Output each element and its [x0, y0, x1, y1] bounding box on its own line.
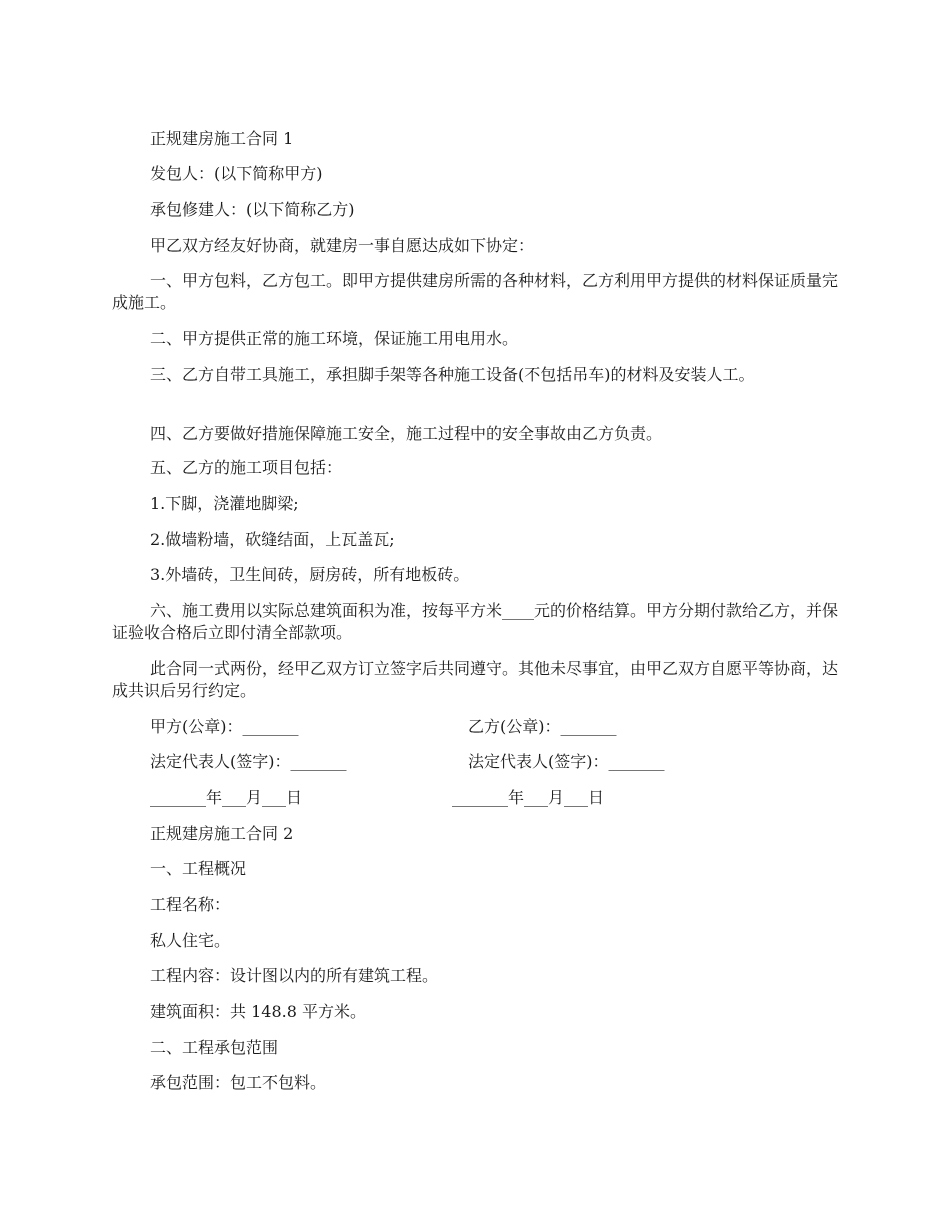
project-content: 工程内容：设计图以内的所有建筑工程。: [150, 966, 439, 985]
clause-1: 一、甲方包料，乙方包工。即甲方提供建房所需的各种材料，乙方利用甲方提供的材料保证质量完成施工。: [112, 271, 839, 312]
clause-2: 二、甲方提供正常的施工环境，保证施工用电用水。: [150, 329, 519, 348]
work-item-3: 3.外墙砖，卫生间砖，厨房砖，所有地板砖。: [150, 565, 470, 584]
contract1-title: 正规建房施工合同 1: [150, 129, 294, 148]
employer-line: 发包人：(以下简称甲方): [150, 164, 323, 183]
party-a-date: _______年___月___日: [150, 788, 303, 807]
work-item-2: 2.做墙粉墙，砍缝结面，上瓦盖瓦;: [150, 530, 395, 549]
building-area: 建筑面积：共 148.8 平方米。: [150, 1002, 366, 1021]
project-name-label: 工程名称：: [150, 895, 231, 914]
party-a-representative: 法定代表人(签字)：_______: [150, 752, 347, 771]
clause-5: 五、乙方的施工项目包括：: [150, 458, 343, 477]
signature-row-representative: [150, 751, 840, 773]
party-b-date: _______年___月___日: [452, 788, 605, 807]
contract2-title: 正规建房施工合同 2: [150, 824, 294, 843]
clause-6: 六、施工费用以实际总建筑面积为准，按每平方米____元的价格结算。甲方分期付款给乙方，并保证验收合格后立即付清全部款项。: [112, 601, 839, 642]
signature-row-date: [150, 787, 840, 809]
party-b-representative: 法定代表人(签字)：_______: [468, 752, 665, 771]
party-a-seal: 甲方(公章)：_______: [150, 717, 299, 736]
project-name-value: 私人住宅。: [150, 931, 231, 950]
section-project-overview: 一、工程概况: [150, 859, 247, 878]
intro-paragraph: 甲乙双方经友好协商，就建房一事自愿达成如下协定：: [150, 236, 535, 255]
work-item-1: 1.下脚，浇灌地脚梁;: [150, 494, 299, 513]
contract-scope: 承包范围：包工不包料。: [150, 1073, 327, 1092]
section-contract-scope: 二、工程承包范围: [150, 1038, 279, 1057]
clause-3: 三、乙方自带工具施工，承担脚手架等各种施工设备(不包括吊车)的材料及安装人工。: [150, 365, 755, 384]
contractor-line: 承包修建人：(以下简称乙方): [150, 200, 355, 219]
party-b-seal: 乙方(公章)：_______: [468, 717, 617, 736]
signature-row-seal: [150, 716, 840, 738]
closing-paragraph: 此合同一式两份，经甲乙双方订立签字后共同遵守。其他未尽事宜，由甲乙双方自愿平等协商，达成共识后另行约定。: [112, 659, 839, 700]
clause-4: 四、乙方要做好措施保障施工安全，施工过程中的安全事故由乙方负责。: [150, 424, 663, 443]
